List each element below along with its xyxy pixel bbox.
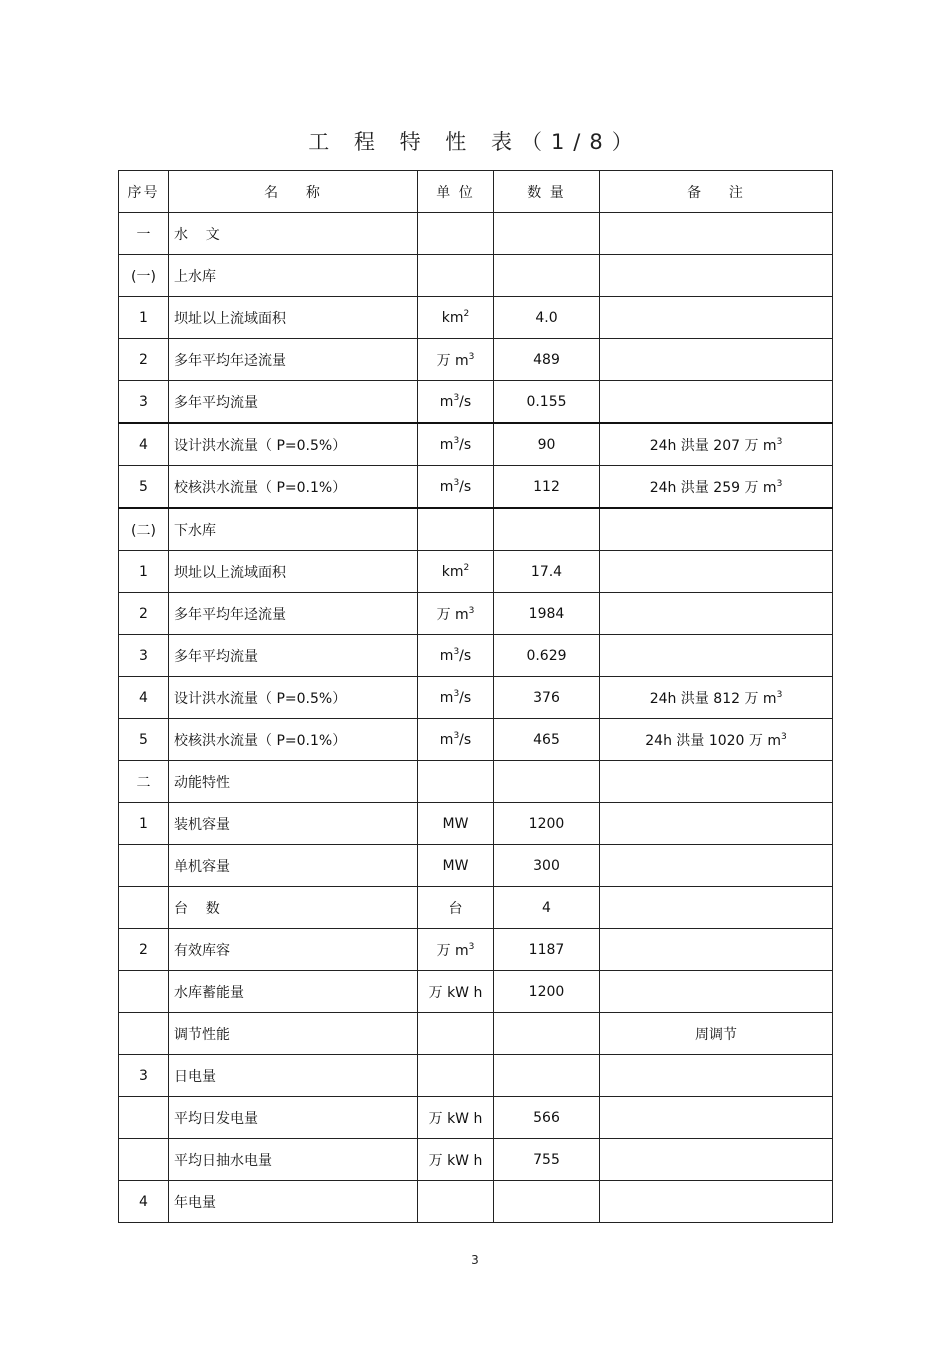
row-quantity-cell: 4 xyxy=(494,887,600,929)
row-remarks-cell xyxy=(600,803,833,845)
row-remarks-cell xyxy=(600,551,833,593)
row-number-cell: 1 xyxy=(119,551,169,593)
row-remarks-cell xyxy=(600,255,833,297)
table-row xyxy=(119,1055,833,1097)
engineering-characteristics-table xyxy=(118,170,833,1223)
row-number-cell: 5 xyxy=(119,719,169,761)
row-quantity-cell: 90 xyxy=(494,423,600,466)
row-name-cell: 多年平均年迳流量 xyxy=(169,339,418,381)
row-quantity-cell: 0.629 xyxy=(494,635,600,677)
row-remarks-cell xyxy=(600,1181,833,1223)
table-row xyxy=(119,929,833,971)
row-quantity-cell: 1200 xyxy=(494,971,600,1013)
row-name-cell: 多年平均年迳流量 xyxy=(169,593,418,635)
row-remarks-cell: 周调节 xyxy=(600,1013,833,1055)
table-row xyxy=(119,1139,833,1181)
row-number-cell: 2 xyxy=(119,929,169,971)
table-row xyxy=(119,719,833,761)
row-name-cell: 校核洪水流量（ P=0.1%） xyxy=(169,466,418,509)
table-row xyxy=(119,677,833,719)
table-row xyxy=(119,971,833,1013)
row-name-cell: 年电量 xyxy=(169,1181,418,1223)
row-unit-cell: $m^3/s$ xyxy=(418,381,494,424)
row-number-cell: 4 xyxy=(119,1181,169,1223)
row-number-cell: 1 xyxy=(119,297,169,339)
row-unit-cell xyxy=(418,255,494,297)
row-name-cell: 上水库 xyxy=(169,255,418,297)
table-row xyxy=(119,423,833,466)
row-number-cell xyxy=(119,1013,169,1055)
row-number-cell: 2 xyxy=(119,593,169,635)
row-unit-cell: $m^3/s$ xyxy=(418,719,494,761)
row-name-cell: 调节性能 xyxy=(169,1013,418,1055)
table-row xyxy=(119,1013,833,1055)
row-quantity-cell xyxy=(494,1181,600,1223)
row-quantity-cell: 4.0 xyxy=(494,297,600,339)
row-remarks-cell xyxy=(600,971,833,1013)
row-remarks-cell xyxy=(600,887,833,929)
row-unit-cell: 万 $m^3$ xyxy=(418,593,494,635)
table-row xyxy=(119,297,833,339)
row-unit-cell xyxy=(418,1013,494,1055)
row-unit-cell: $m^3/s$ xyxy=(418,423,494,466)
row-quantity-cell: 300 xyxy=(494,845,600,887)
row-number-cell: 3 xyxy=(119,1055,169,1097)
header-name: 名 称 xyxy=(169,171,418,213)
row-remarks-cell xyxy=(600,635,833,677)
row-number-cell: 4 xyxy=(119,423,169,466)
table-header-row xyxy=(119,171,833,213)
row-remarks-cell xyxy=(600,1055,833,1097)
row-remarks-cell: 24h 洪量 1020 万 $m^3$ xyxy=(600,719,833,761)
header-remarks: 备 注 xyxy=(600,171,833,213)
row-name-cell: 下水库 xyxy=(169,508,418,551)
page-number: 3 xyxy=(471,1253,479,1267)
row-remarks-cell: 24h 洪量 812 万 $m^3$ xyxy=(600,677,833,719)
row-number-cell: 2 xyxy=(119,339,169,381)
row-name-cell: 动能特性 xyxy=(169,761,418,803)
header-quantity: 数 量 xyxy=(494,171,600,213)
row-remarks-cell xyxy=(600,1097,833,1139)
row-number-cell: 一 xyxy=(119,213,169,255)
row-quantity-cell: 1187 xyxy=(494,929,600,971)
table-row xyxy=(119,1097,833,1139)
row-quantity-cell: 0.155 xyxy=(494,381,600,424)
row-remarks-cell xyxy=(600,1139,833,1181)
row-quantity-cell: 1200 xyxy=(494,803,600,845)
row-number-cell: 4 xyxy=(119,677,169,719)
row-remarks-cell xyxy=(600,761,833,803)
row-remarks-cell xyxy=(600,213,833,255)
row-quantity-cell: 566 xyxy=(494,1097,600,1139)
row-unit-cell: 万 $m^3$ xyxy=(418,929,494,971)
row-remarks-cell xyxy=(600,339,833,381)
row-quantity-cell xyxy=(494,255,600,297)
row-number-cell xyxy=(119,887,169,929)
row-unit-cell: 万 kW h xyxy=(418,971,494,1013)
table-row xyxy=(119,466,833,509)
row-quantity-cell xyxy=(494,508,600,551)
row-quantity-cell: 1984 xyxy=(494,593,600,635)
row-number-cell xyxy=(119,1139,169,1181)
row-unit-cell xyxy=(418,1181,494,1223)
row-quantity-cell: 376 xyxy=(494,677,600,719)
table-row xyxy=(119,845,833,887)
row-quantity-cell: 755 xyxy=(494,1139,600,1181)
row-name-cell: 日电量 xyxy=(169,1055,418,1097)
row-quantity-cell: 465 xyxy=(494,719,600,761)
row-remarks-cell xyxy=(600,508,833,551)
document-title: 工 程 特 性 表（1/8） xyxy=(308,130,642,154)
row-name-cell: 坝址以上流域面积 xyxy=(169,297,418,339)
row-unit-cell xyxy=(418,508,494,551)
table-row xyxy=(119,255,833,297)
row-unit-cell: $m^3/s$ xyxy=(418,466,494,509)
row-remarks-cell: 24h 洪量 259 万 $m^3$ xyxy=(600,466,833,509)
row-quantity-cell xyxy=(494,1055,600,1097)
row-unit-cell xyxy=(418,761,494,803)
row-name-cell: 校核洪水流量（ P=0.1%） xyxy=(169,719,418,761)
row-number-cell xyxy=(119,845,169,887)
row-number-cell: 3 xyxy=(119,635,169,677)
row-remarks-cell xyxy=(600,381,833,424)
row-name-cell: 坝址以上流域面积 xyxy=(169,551,418,593)
row-unit-cell: $m^3/s$ xyxy=(418,677,494,719)
row-remarks-cell: 24h 洪量 207 万 $m^3$ xyxy=(600,423,833,466)
row-unit-cell: MW xyxy=(418,803,494,845)
row-name-cell: 平均日发电量 xyxy=(169,1097,418,1139)
row-unit-cell xyxy=(418,213,494,255)
row-quantity-cell xyxy=(494,761,600,803)
table-row xyxy=(119,213,833,255)
row-name-cell: 装机容量 xyxy=(169,803,418,845)
row-name-cell: 水库蓄能量 xyxy=(169,971,418,1013)
row-number-cell: 二 xyxy=(119,761,169,803)
row-unit-cell xyxy=(418,1055,494,1097)
row-name-cell: 台 数 xyxy=(169,887,418,929)
row-name-cell: 单机容量 xyxy=(169,845,418,887)
row-name-cell: 设计洪水流量（ P=0.5%） xyxy=(169,677,418,719)
row-quantity-cell xyxy=(494,1013,600,1055)
row-number-cell: 5 xyxy=(119,466,169,509)
row-unit-cell: $m^3/s$ xyxy=(418,635,494,677)
table-row xyxy=(119,381,833,424)
row-remarks-cell xyxy=(600,297,833,339)
row-number-cell xyxy=(119,971,169,1013)
row-remarks-cell xyxy=(600,845,833,887)
row-quantity-cell: 112 xyxy=(494,466,600,509)
table-row xyxy=(119,761,833,803)
table-row xyxy=(119,339,833,381)
row-unit-cell: 台 xyxy=(418,887,494,929)
table-body xyxy=(119,171,833,1223)
row-unit-cell: 万 kW h xyxy=(418,1139,494,1181)
row-unit-cell: $km^2$ xyxy=(418,297,494,339)
row-number-cell xyxy=(119,1097,169,1139)
row-number-cell: (二) xyxy=(119,508,169,551)
header-no: 序号 xyxy=(119,171,169,213)
row-quantity-cell: 17.4 xyxy=(494,551,600,593)
row-number-cell: 3 xyxy=(119,381,169,424)
row-name-cell: 水 文 xyxy=(169,213,418,255)
row-number-cell: (一) xyxy=(119,255,169,297)
header-unit: 单 位 xyxy=(418,171,494,213)
row-remarks-cell xyxy=(600,929,833,971)
row-name-cell: 多年平均流量 xyxy=(169,381,418,424)
row-name-cell: 有效库容 xyxy=(169,929,418,971)
row-quantity-cell: 489 xyxy=(494,339,600,381)
table-row xyxy=(119,508,833,551)
row-unit-cell: MW xyxy=(418,845,494,887)
row-number-cell: 1 xyxy=(119,803,169,845)
row-name-cell: 多年平均流量 xyxy=(169,635,418,677)
row-unit-cell: $km^2$ xyxy=(418,551,494,593)
table-row xyxy=(119,1181,833,1223)
table-row xyxy=(119,803,833,845)
row-unit-cell: 万 $m^3$ xyxy=(418,339,494,381)
table-row xyxy=(119,593,833,635)
table-row xyxy=(119,635,833,677)
row-unit-cell: 万 kW h xyxy=(418,1097,494,1139)
row-name-cell: 平均日抽水电量 xyxy=(169,1139,418,1181)
row-name-cell: 设计洪水流量（ P=0.5%） xyxy=(169,423,418,466)
table-row xyxy=(119,887,833,929)
row-remarks-cell xyxy=(600,593,833,635)
row-quantity-cell xyxy=(494,213,600,255)
table-row xyxy=(119,551,833,593)
